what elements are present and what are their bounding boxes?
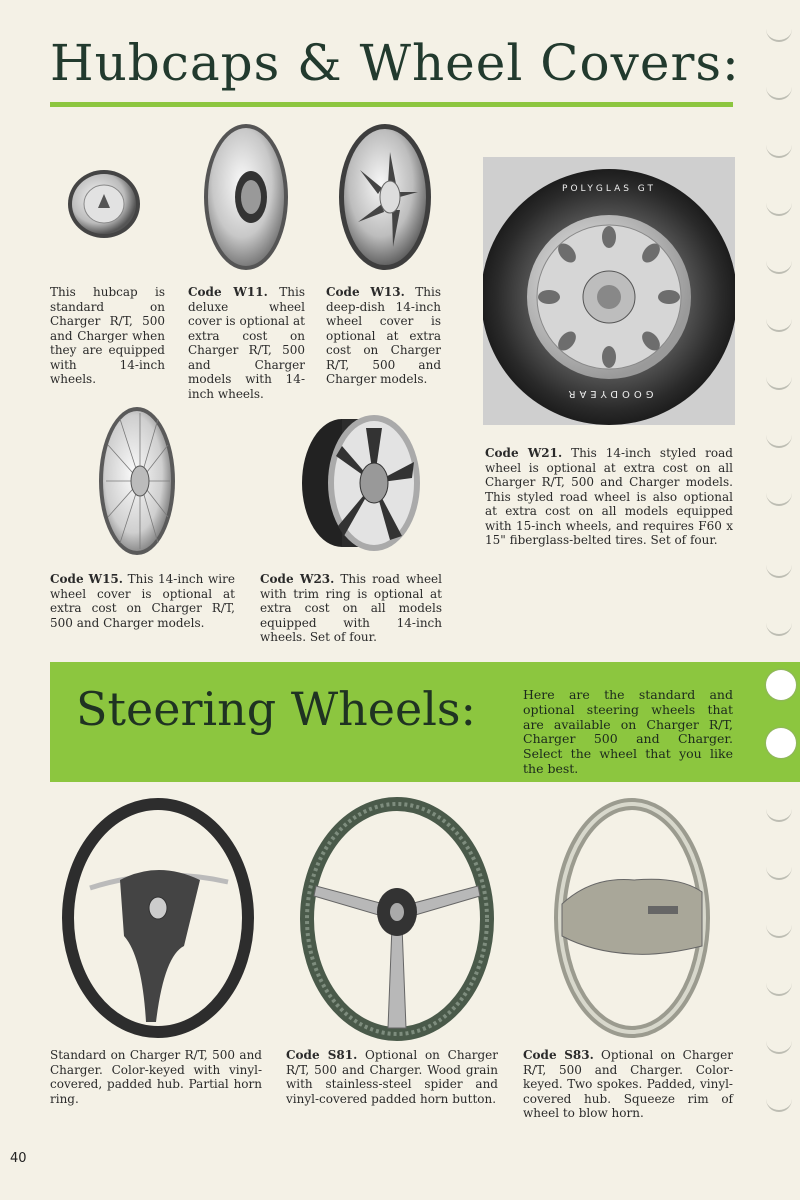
w13-caption: Code W13. This deep-dish 14-inch wheel cover is optional at extra cost on Charger R/T, 500 and Charger models.	[326, 285, 441, 386]
w21-caption: Code W21. This 14-inch styled road wheel is optional at extra cost on all Charger R/T, 500 and Charger models. This styled road wheel is also optional at extra cost on all models equipped with 15-inch wheels, and requires F60 x 15" fiberglass-belted tires. Set of four.	[485, 446, 733, 547]
w11-caption: Code W11. This deluxe wheel cover is optional at extra cost on Charger R/T, 500 and Charger models with 14-inch wheels.	[188, 285, 305, 401]
w15-wire-wheel-cover-image	[98, 405, 176, 557]
w13-wheel-cover-image	[338, 122, 432, 272]
binder-hole	[766, 136, 792, 158]
page-number: 40	[10, 1151, 27, 1166]
s83-steering-wheel-image	[552, 796, 712, 1040]
standard-hubcap-image	[66, 168, 142, 240]
binder-hole	[766, 916, 792, 938]
standard-steering-caption: Standard on Charger R/T, 500 and Charger. Color-keyed with vinyl-covered, padded hub. Partial horn ring.	[50, 1048, 262, 1106]
standard-steering-wheel-image	[60, 796, 256, 1040]
s81-caption: Code S81. Optional on Charger R/T, 500 and Charger. Wood grain with stainless-steel spider and vinyl-covered padded horn button.	[286, 1048, 498, 1106]
binder-hole	[766, 252, 792, 274]
binder-hole	[766, 858, 792, 880]
binder-hole	[766, 194, 792, 216]
steering-intro-text: Here are the standard and optional steering wheels that are available on Charger R/T, Charger 500 and Charger. Select the wheel that you like the best.	[523, 687, 733, 776]
w21-road-wheel-photo	[483, 157, 735, 425]
page-title: Hubcaps & Wheel Covers:	[50, 34, 740, 92]
binder-hole	[766, 728, 796, 758]
w11-wheel-cover-image	[203, 122, 289, 272]
s83-caption: Code S83. Optional on Charger R/T, 500 and Charger. Color-keyed. Two spokes. Padded, vinyl-covered hub. Squeeze rim of wheel to blow horn.	[523, 1048, 733, 1120]
binder-hole	[766, 426, 792, 448]
binder-hole	[766, 614, 792, 636]
binder-hole	[766, 78, 792, 100]
s81-steering-wheel-image	[298, 796, 496, 1042]
title-divider	[50, 102, 733, 107]
standard-hubcap-caption: This hubcap is standard on Charger R/T, 500 and Charger when they are equipped with 14-inch wheels.	[50, 285, 165, 386]
steering-section-title: Steering Wheels:	[76, 682, 477, 736]
binder-hole	[766, 974, 792, 996]
binder-hole	[766, 800, 792, 822]
binder-hole	[766, 670, 796, 700]
binder-hole	[766, 368, 792, 390]
binder-hole	[766, 484, 792, 506]
binder-hole	[766, 20, 792, 42]
tire-text-bottom: GOODYEAR	[564, 388, 654, 399]
w15-caption: Code W15. This 14-inch wire wheel cover is optional at extra cost on Charger R/T, 500 and Charger models.	[50, 572, 235, 630]
w23-caption: Code W23. This road wheel with trim ring is optional at extra cost on all models equipped with 14-inch wheels. Set of four.	[260, 572, 442, 644]
binder-hole	[766, 1090, 792, 1112]
binder-hole	[766, 1032, 792, 1054]
binder-hole	[766, 310, 792, 332]
w23-road-wheel-image	[290, 412, 422, 554]
tire-text-top: POLYGLAS GT	[562, 184, 656, 194]
binder-hole	[766, 556, 792, 578]
